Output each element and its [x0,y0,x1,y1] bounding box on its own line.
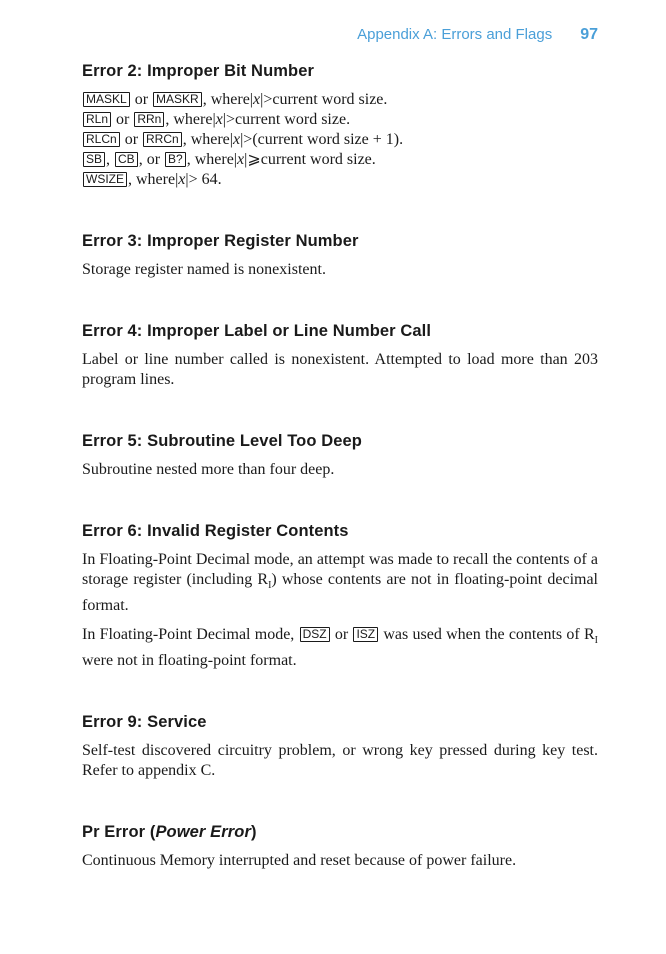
error-3-body: Storage register named is nonexistent. [82,261,326,278]
key-rrcn: RRCn [143,132,182,147]
abs-bar: | [233,151,237,168]
text-current: current word size. [235,111,351,128]
key-maskr: MASKR [153,92,202,107]
abs-bar: | [244,151,248,168]
pr-error-section [82,823,598,871]
var-x: x [253,91,261,108]
abs-bar: | [222,111,226,128]
error-6-para-1 [82,550,598,616]
error-5-title: Error 5: Subroutine Level Too Deep [82,432,362,450]
gt-symbol: > [225,111,235,128]
value-64: 64. [201,171,222,188]
error-2-line-1 [82,90,598,110]
error-2-title: Error 2: Improper Bit Number [82,62,315,80]
var-x: x [215,111,223,128]
gt-symbol: > [243,131,253,148]
error-2-line-5 [82,170,598,190]
error-5-section [82,432,598,480]
text-current: current word size. [272,91,388,108]
text-or: , or [138,151,161,168]
key-wsize: WSIZE [83,172,127,187]
error-4-section [82,322,598,390]
text-or: or [134,91,149,108]
abs-bar: | [249,91,253,108]
error-9-title: Error 9: Service [82,713,207,732]
abs-bar: | [212,111,216,128]
key-rln: RLn [83,112,111,127]
subscript-i: I [268,580,272,592]
var-x: x [232,131,241,148]
pr-title-a: Pr Error ( [82,823,156,842]
text-where: , where [202,91,250,108]
error-4-title: Error 4: Improper Label or Line Number Call [82,322,432,340]
abs-bar: | [185,171,189,188]
error-6-text: In Floating-Point Decimal mode, [82,626,299,644]
pr-title-c: ) [251,823,257,842]
gt-symbol: > [263,91,273,108]
error-6-text: were not in floating-point format. [82,652,297,670]
error-6-para-2 [82,625,598,671]
var-x: x [237,151,245,168]
abs-bar: | [175,171,179,188]
subscript-i: I [594,635,599,647]
error-6-section [82,522,598,671]
text-or: or [116,111,130,128]
page-number: 97 [580,26,598,43]
key-cb: CB [115,152,138,167]
text-where: , where [182,131,230,148]
error-2-line-3 [82,130,598,150]
error-2-section [82,62,598,190]
error-9-section [82,713,598,781]
text-or: or [330,626,353,644]
var-x: x [178,171,186,188]
key-dsz: DSZ [300,627,330,642]
abs-bar: | [260,91,264,108]
text-where: , where [165,111,213,128]
key-sb: SB [83,152,105,167]
error-6-text: In Floating-Point Decimal mode, an attempt was made to recall the contents of a storage register (including R [82,551,598,588]
running-header [357,26,598,44]
pr-error-title [82,823,598,842]
pr-title-italic: Power Error [155,823,251,842]
pr-error-body: Continuous Memory interrupted and reset because of power failure. [82,852,517,870]
text-current-plus: (current word size + 1). [252,131,404,148]
gt-symbol: > [188,171,198,188]
error-4-body: Label or line number called is nonexistent. Attempted to load more than 203 program lines. [82,351,598,388]
error-2-line-2 [82,110,598,130]
text-where: , where [128,171,176,188]
text-comma: , [106,151,111,168]
text-where: , where [186,151,234,168]
error-6-text: ) whose contents are not in floating-point decimal format. [82,571,599,615]
text-or: or [124,131,139,148]
error-2-line-4 [82,150,598,170]
error-6-title: Error 6: Invalid Register Contents [82,522,349,540]
page-content [82,62,598,880]
error-6-text: was used when the contents of R [379,626,595,644]
error-9-body: Self-test discovered circuitry problem, or wrong key pressed during key test. Refer to appendix C. [82,742,598,780]
key-isz: ISZ [353,627,378,642]
header-title: Appendix A: Errors and Flags [357,26,553,43]
abs-bar: | [240,131,244,148]
text-current: current word size. [260,151,376,168]
key-maskl: MASKL [83,92,130,107]
key-rrn: RRn [134,112,164,127]
ge-symbol: ⩾ [247,151,261,168]
error-5-body: Subroutine nested more than four deep. [82,461,335,478]
error-3-title: Error 3: Improper Register Number [82,232,359,250]
error-3-section [82,232,598,280]
key-rlcn: RLCn [83,132,120,147]
key-b-test: B? [165,152,186,167]
abs-bar: | [229,131,233,148]
